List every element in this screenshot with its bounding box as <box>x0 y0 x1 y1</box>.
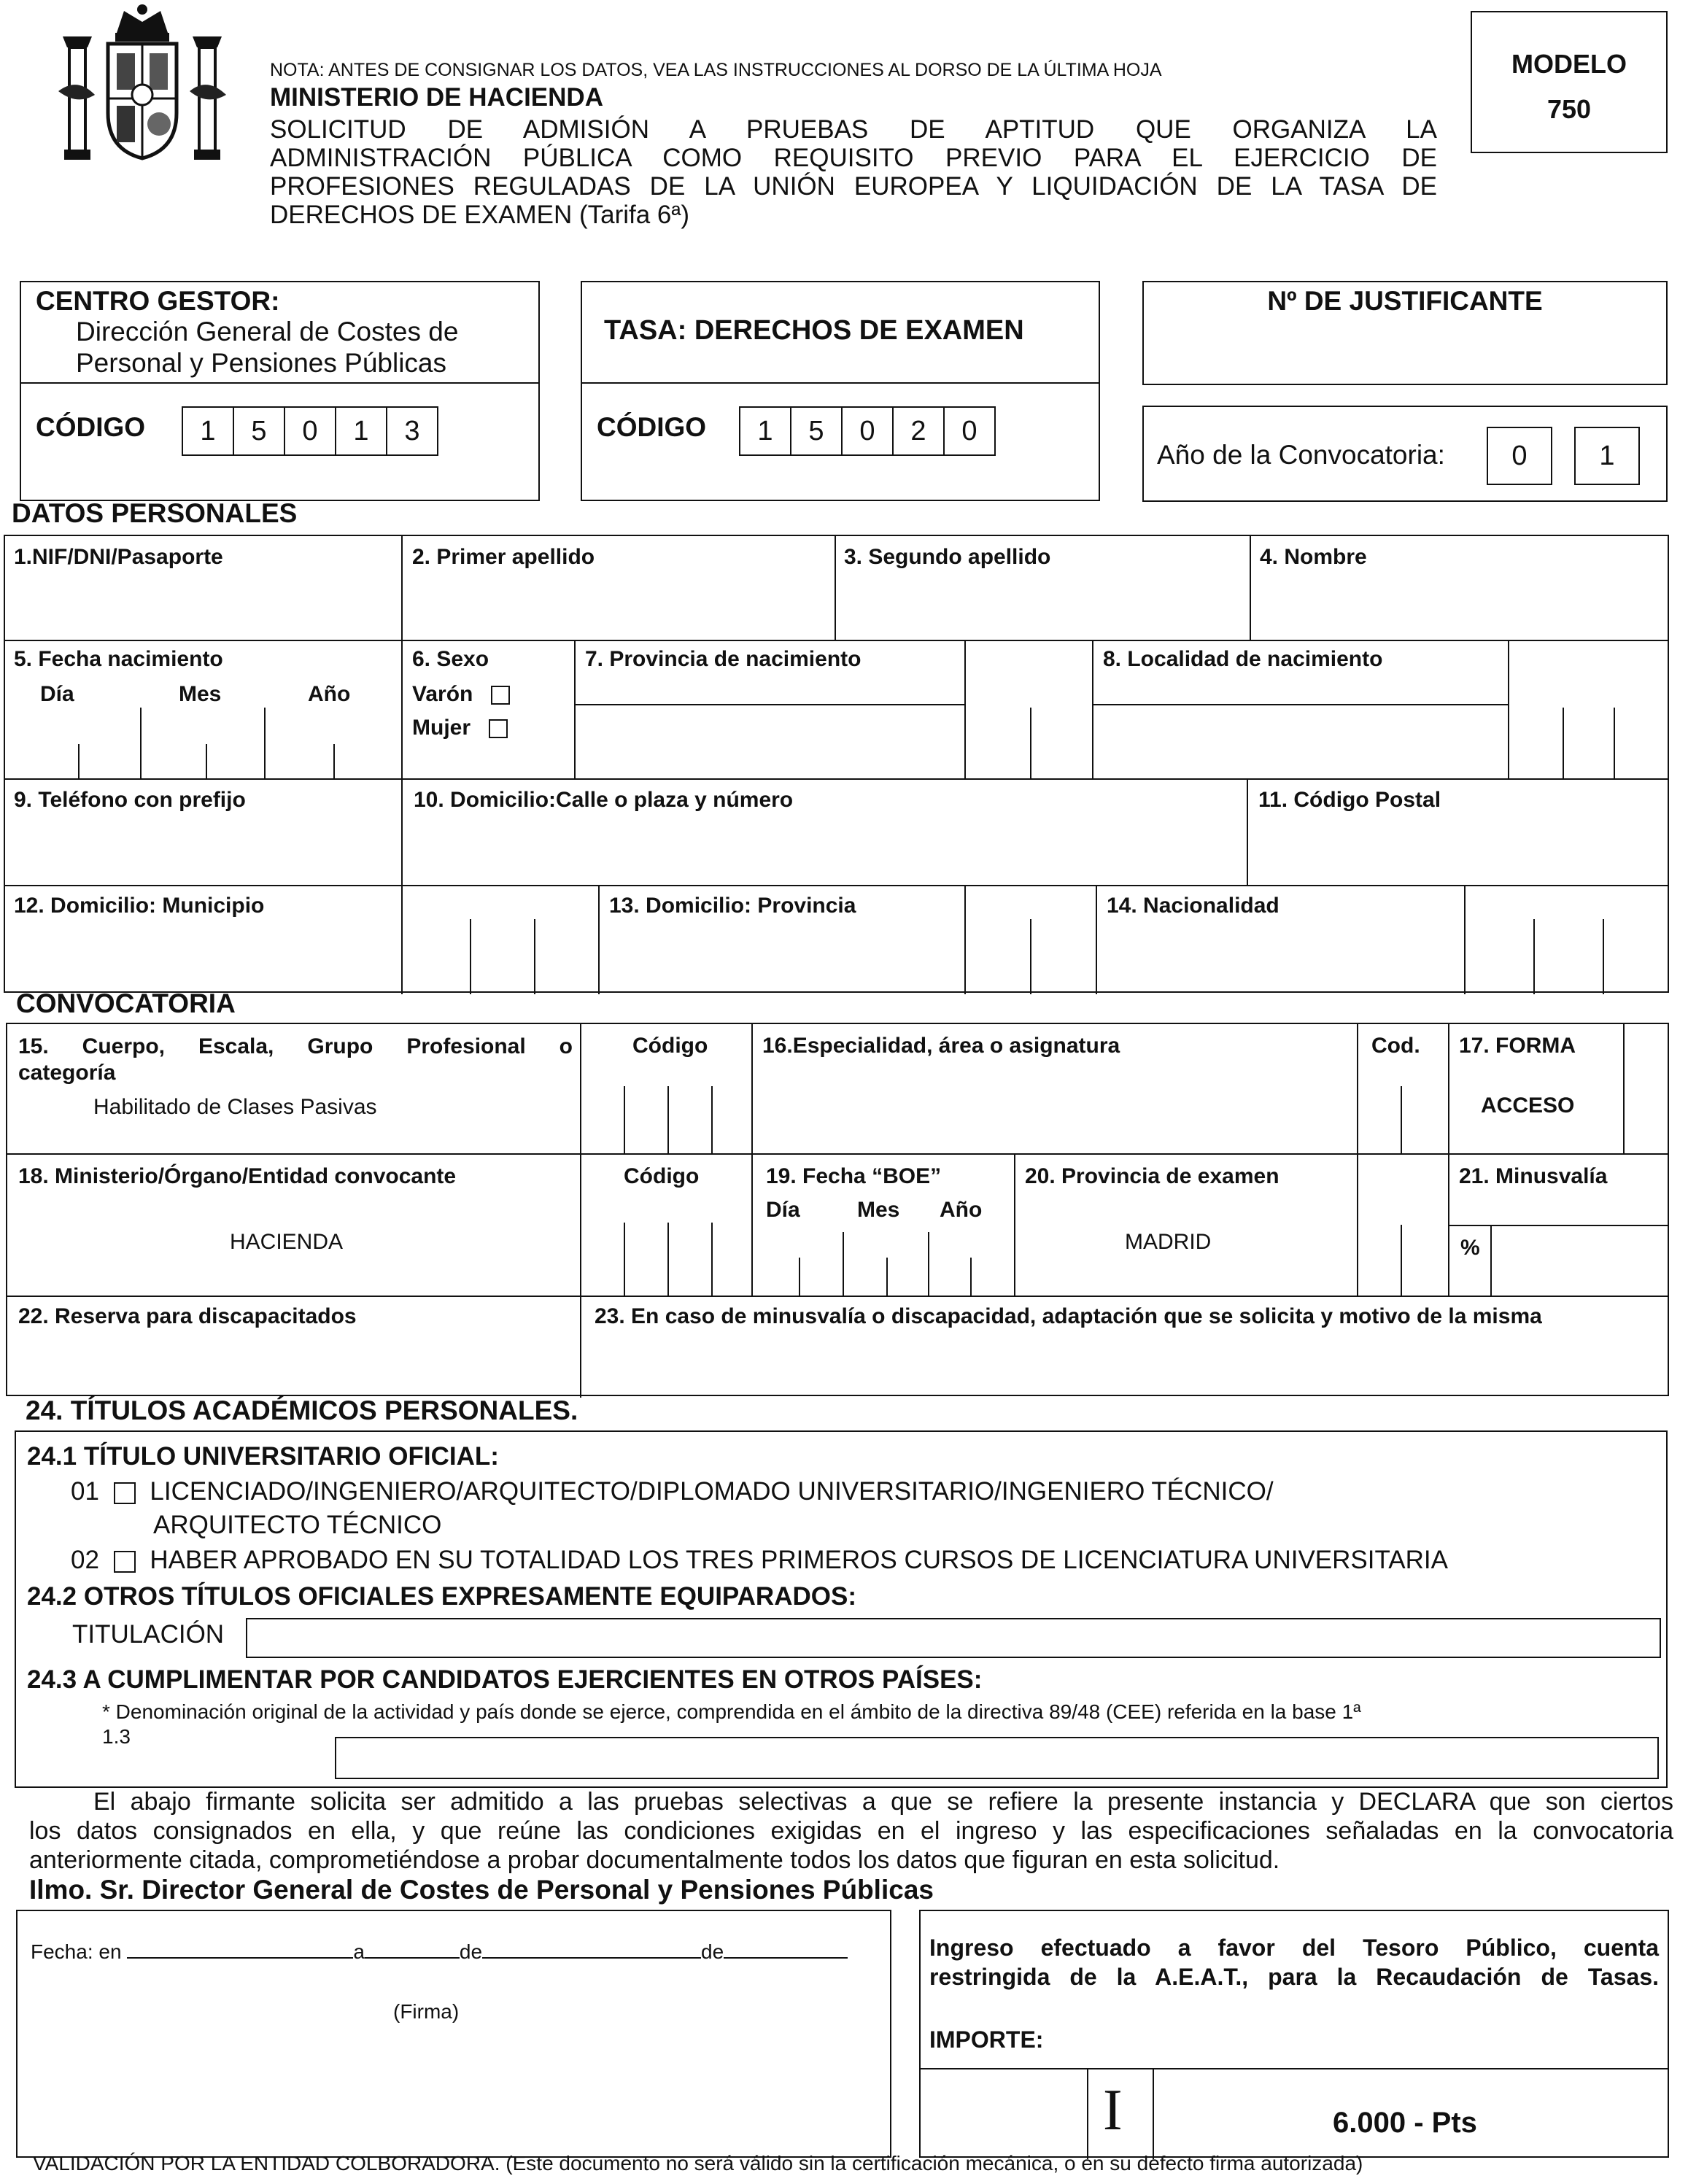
label-segundo-apellido: 3. Segundo apellido <box>844 545 1051 569</box>
convocatoria-year-label: Año de la Convocatoria: <box>1157 440 1445 470</box>
fecha-ano-input[interactable] <box>724 1957 848 1959</box>
desc-line: DERECHOS DE EXAMEN (Tarifa 6ª) <box>270 201 690 229</box>
mujer-checkbox[interactable] <box>489 719 508 738</box>
label-mujer <box>412 716 508 740</box>
label-ministerio-convocante: 18. Ministerio/Órgano/Entidad convocante <box>18 1164 457 1188</box>
label-adaptacion: 23. En caso de minusvalía o discapacidad, adaptación que se solicita y motivo de la misma <box>595 1304 1542 1328</box>
label-243-note: * Denominación original de la actividad y país donde se ejerce, comprendida en el ámbito de la directiva 89/48 (CEE) referida en la base 1ª <box>102 1700 1361 1723</box>
varon-text: Varón <box>412 682 473 706</box>
declaracion-text <box>29 1787 1673 1875</box>
label-especialidad: 16.Especialidad, área o asignatura <box>762 1034 1120 1058</box>
label-mes: Mes <box>179 682 222 706</box>
option-02-checkbox[interactable] <box>114 1551 136 1573</box>
label-importe: IMPORTE: <box>929 2026 1044 2053</box>
convocatoria-grid <box>6 1023 1669 1396</box>
tasa-codigo-digit[interactable]: 2 <box>892 406 945 456</box>
label-boe-dia: Día <box>766 1198 800 1222</box>
header-note: NOTA: ANTES DE CONSIGNAR LOS DATOS, VEA LAS INSTRUCCIONES AL DORSO DE LA ÚLTIMA HOJA <box>270 60 1162 80</box>
fecha-dia-input[interactable] <box>365 1957 460 1959</box>
section-convocatoria: CONVOCATORIA <box>16 988 236 1018</box>
titulacion-input[interactable] <box>246 1618 1661 1658</box>
footer-validacion: VALIDACIÓN POR LA ENTIDAD COLBORADORA. (Este documento no será válido sin la certificación mecánica, o en su defecto firma autorizada) <box>33 2152 1363 2175</box>
label-firma: (Firma) <box>393 2000 460 2023</box>
centro-gestor-line2: Personal y Pensiones Públicas <box>76 348 447 378</box>
centro-gestor-line1: Dirección General de Costes de <box>76 317 459 346</box>
label-titulacion: TITULACIÓN <box>72 1620 225 1649</box>
year-digit[interactable]: 0 <box>1487 427 1552 485</box>
option-01-checkbox[interactable] <box>114 1482 136 1504</box>
gestor-codigo-digit[interactable]: 5 <box>233 406 285 456</box>
fecha-mes-input[interactable] <box>482 1957 701 1959</box>
declaracion-line1: El abajo firmante solicita ser admitido a las pruebas selectivas a que se refiere la presente instancia y DECLARA que son ciertos <box>93 1788 1673 1816</box>
option-02[interactable] <box>71 1546 1448 1575</box>
label-boe-mes: Mes <box>857 1198 900 1222</box>
forma-value: ACCESO <box>1481 1093 1575 1118</box>
year-digit[interactable]: 1 <box>1574 427 1640 485</box>
section-datos-personales: DATOS PERSONALES <box>12 498 298 528</box>
label-de1: de <box>459 1940 483 1963</box>
titulos-box <box>15 1430 1668 1788</box>
convocatoria-year-box <box>1142 406 1668 502</box>
modelo-label: MODELO <box>1511 49 1627 79</box>
label-nif: 1.NIF/DNI/Pasaporte <box>14 545 223 569</box>
tasa-codigo-label: CÓDIGO <box>597 412 707 442</box>
label-fecha-boe: 19. Fecha “BOE” <box>766 1164 942 1188</box>
label-telefono: 9. Teléfono con prefijo <box>14 788 246 812</box>
fecha-line <box>31 1940 848 1964</box>
option-02-text: HABER APROBADO EN SU TOTALIDAD LOS TRES PRIMEROS CURSOS DE LICENCIATURA UNIVERSITARIA <box>150 1546 1448 1574</box>
label-nombre: 4. Nombre <box>1260 545 1367 569</box>
label-cod-especialidad: Cod. <box>1371 1034 1420 1058</box>
ingreso-box <box>919 1910 1669 2158</box>
ingreso-line1: Ingreso efectuado a favor del Tesoro Público, cuenta <box>929 1935 1659 1961</box>
ministerio-value: HACIENDA <box>230 1230 344 1254</box>
desc-line: SOLICITUD DE ADMISIÓN A PRUEBAS DE APTITUD QUE ORGANIZA LA <box>270 115 1437 144</box>
desc-line: ADMINISTRACIÓN PÚBLICA COMO REQUISITO PREVIO PARA EL EJERCICIO DE <box>270 144 1437 172</box>
desc-line: PROFESIONES REGULADAS DE LA UNIÓN EUROPEA Y LIQUIDACIÓN DE LA TASA DE <box>270 172 1437 201</box>
label-243-note2: 1.3 <box>102 1725 131 1748</box>
label-provincia-examen: 20. Provincia de examen <box>1025 1164 1279 1188</box>
label-243: 24.3 A CUMPLIMENTAR POR CANDIDATOS EJERCIENTES EN OTROS PAÍSES: <box>27 1665 983 1694</box>
cuerpo-line2: categoría <box>18 1061 116 1085</box>
label-domicilio-provincia: 13. Domicilio: Provincia <box>609 894 856 918</box>
label-nacionalidad: 14. Nacionalidad <box>1107 894 1279 918</box>
label-minusvalia: 21. Minusvalía <box>1459 1164 1608 1188</box>
option-02-code: 02 <box>71 1546 99 1574</box>
importe-amount: 6.000 - Pts <box>1333 2107 1477 2139</box>
label-primer-apellido: 2. Primer apellido <box>412 545 595 569</box>
section-titulos: 24. TÍTULOS ACADÉMICOS PERSONALES. <box>26 1395 578 1425</box>
centro-gestor-box <box>20 281 540 501</box>
label-242: 24.2 OTROS TÍTULOS OFICIALES EXPRESAMENTE EQUIPARADOS: <box>27 1582 856 1611</box>
centro-gestor-title: CENTRO GESTOR: <box>36 286 280 316</box>
label-codigo-postal: 11. Código Postal <box>1258 788 1441 812</box>
label-pct: % <box>1460 1236 1480 1260</box>
addressee: Ilmo. Sr. Director General de Costes de Personal y Pensiones Públicas <box>29 1875 934 1905</box>
label-cuerpo <box>18 1034 573 1086</box>
label-de2: de <box>701 1940 724 1963</box>
tasa-codigo-digit[interactable]: 0 <box>841 406 894 456</box>
tasa-codigo-digit[interactable]: 5 <box>790 406 843 456</box>
gestor-codigo-digit[interactable]: 1 <box>335 406 387 456</box>
option-01-code: 01 <box>71 1477 99 1506</box>
tasa-codigo-digit[interactable]: 0 <box>943 406 996 456</box>
personal-grid <box>4 535 1669 993</box>
importe-marker: I <box>1103 2078 1123 2142</box>
coat-of-arms-icon <box>58 4 226 168</box>
label-municipio: 12. Domicilio: Municipio <box>14 894 265 918</box>
justificante-label: Nº DE JUSTIFICANTE <box>1267 286 1543 316</box>
ingreso-line2: restringida de la A.E.A.T., para la Recaudación de Tasas. <box>929 1964 1659 1990</box>
tasa-box <box>581 281 1100 501</box>
provincia-examen-value: MADRID <box>1125 1230 1212 1254</box>
label-boe-ano: Año <box>940 1198 983 1222</box>
cuerpo-line1: 15. Cuerpo, Escala, Grupo Profesional o <box>18 1034 573 1058</box>
varon-checkbox[interactable] <box>491 686 510 705</box>
ministry-title: MINISTERIO DE HACIENDA <box>270 83 603 112</box>
option-01[interactable] <box>71 1477 1274 1506</box>
label-codigo-cuerpo: Código <box>632 1034 708 1058</box>
justificante-box[interactable] <box>1142 281 1668 385</box>
fecha-lugar-input[interactable] <box>127 1957 353 1959</box>
label-241: 24.1 TÍTULO UNIVERSITARIO OFICIAL: <box>27 1442 499 1471</box>
form-description <box>270 115 1437 229</box>
tasa-title: TASA: DERECHOS DE EXAMEN <box>604 315 1024 346</box>
label-localidad-nacimiento: 8. Localidad de nacimiento <box>1103 647 1383 671</box>
label-ano: Año <box>308 682 351 706</box>
ingreso-text <box>929 1933 1659 1991</box>
label-fecha-en: Fecha: en <box>31 1940 122 1963</box>
label-a: a <box>353 1940 365 1963</box>
gestor-codigo-digit[interactable]: 0 <box>284 406 336 456</box>
tasa-codigo-digit[interactable]: 1 <box>739 406 791 456</box>
label-varon <box>412 682 510 707</box>
label-dia: Día <box>40 682 74 706</box>
declaracion-line3: anteriormente citada, comprometiéndose a probar documentalmente todos los datos que figuran en esta solicitud. <box>29 1846 1280 1874</box>
cuerpo-value: Habilitado de Clases Pasivas <box>93 1095 377 1119</box>
label-forma: 17. FORMA <box>1459 1034 1576 1058</box>
label-codigo-ministerio: Código <box>624 1164 700 1188</box>
option-01-text: LICENCIADO/INGENIERO/ARQUITECTO/DIPLOMADO UNIVERSITARIO/INGENIERO TÉCNICO/ <box>150 1477 1274 1506</box>
gestor-codigo-label: CÓDIGO <box>36 412 146 442</box>
label-reserva-discapacitados: 22. Reserva para discapacitados <box>18 1304 357 1328</box>
label-fecha-nacimiento: 5. Fecha nacimiento <box>14 647 223 671</box>
label-domicilio-calle: 10. Domicilio:Calle o plaza y número <box>414 788 794 812</box>
actividad-input[interactable] <box>335 1737 1659 1779</box>
firma-box <box>16 1910 891 2158</box>
declaracion-line2: los datos consignados en ella, y que reúne las condiciones exigidas en el ingreso y las especificaciones señaladas en la convocatoria <box>29 1817 1673 1845</box>
option-01-text-line2: ARQUITECTO TÉCNICO <box>153 1511 442 1539</box>
modelo-box <box>1471 11 1668 153</box>
label-provincia-nacimiento: 7. Provincia de nacimiento <box>585 647 862 671</box>
gestor-codigo-digit[interactable]: 3 <box>386 406 438 456</box>
mujer-text: Mujer <box>412 716 471 740</box>
gestor-codigo-digit[interactable]: 1 <box>182 406 234 456</box>
label-sexo: 6. Sexo <box>412 647 489 671</box>
modelo-number: 750 <box>1546 94 1592 124</box>
